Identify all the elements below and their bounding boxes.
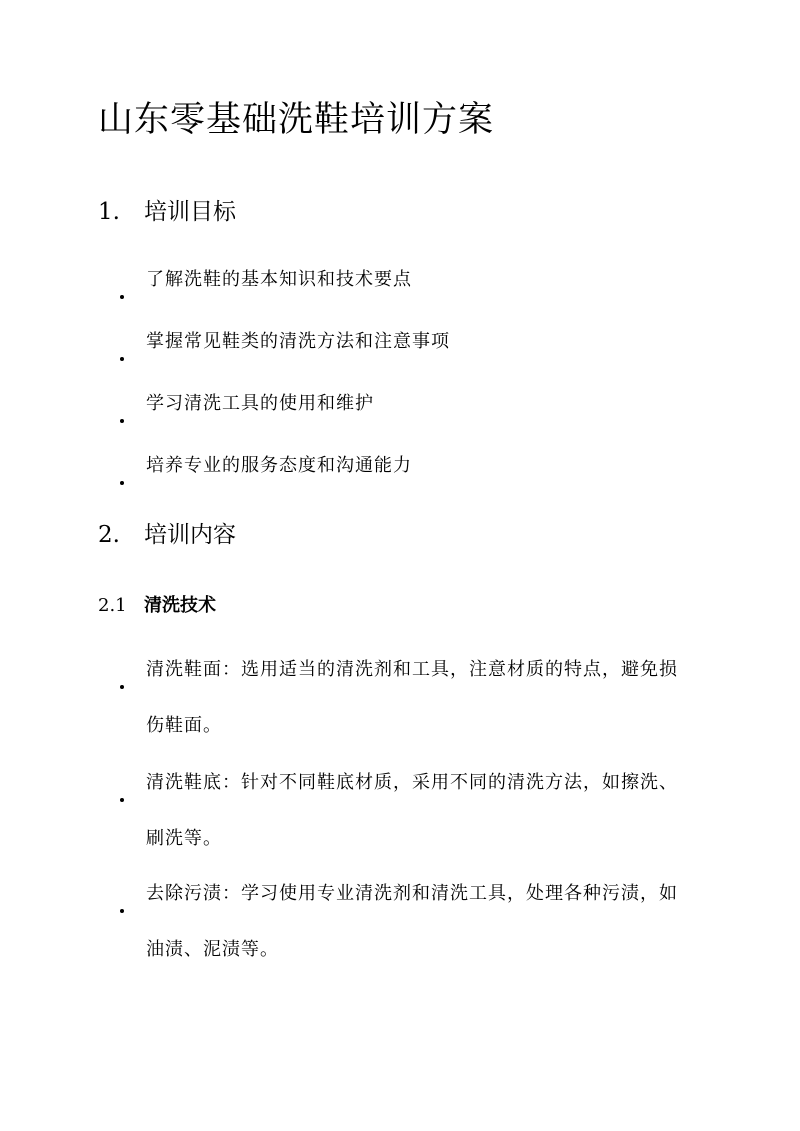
list-item-text: 学习清洗工具的使用和维护 bbox=[146, 393, 374, 414]
list-item-text: 清洗鞋底：针对不同鞋底材质，采用不同的清洗方法，如擦洗、刷洗等。 bbox=[146, 772, 678, 849]
list-item-text: 培养专业的服务态度和沟通能力 bbox=[146, 455, 412, 476]
section-heading-training-content bbox=[98, 520, 236, 550]
list-item bbox=[120, 392, 690, 432]
bullet-icon bbox=[120, 798, 124, 802]
subsection-number: 2.1 bbox=[98, 595, 127, 616]
list-item-text: 掌握常见鞋类的清洗方法和注意事项 bbox=[146, 331, 450, 352]
bullet-icon bbox=[120, 481, 124, 485]
document-title: 山东零基础洗鞋培训方案 bbox=[98, 100, 495, 140]
subsection-heading-cleaning-technique bbox=[98, 594, 216, 618]
bullet-icon bbox=[120, 295, 124, 299]
list-item bbox=[120, 771, 690, 867]
subsection-title: 清洗技术 bbox=[144, 595, 216, 616]
bullet-icon bbox=[120, 357, 124, 361]
section-heading-training-goals bbox=[98, 197, 236, 227]
list-item bbox=[120, 330, 690, 370]
bullet-icon bbox=[120, 909, 124, 913]
section-title: 培训目标 bbox=[144, 199, 236, 225]
list-item-text: 去除污渍：学习使用专业清洗剂和清洗工具，处理各种污渍，如油渍、泥渍等。 bbox=[146, 883, 678, 960]
list-item bbox=[120, 454, 690, 494]
list-item bbox=[120, 658, 690, 754]
section-number: 2. bbox=[98, 522, 120, 548]
bullet-icon bbox=[120, 419, 124, 423]
section-number: 1. bbox=[98, 199, 120, 225]
list-item bbox=[120, 268, 690, 308]
bullet-icon bbox=[120, 685, 124, 689]
list-item-text: 了解洗鞋的基本知识和技术要点 bbox=[146, 269, 412, 290]
list-item bbox=[120, 882, 690, 978]
list-item-text: 清洗鞋面：选用适当的清洗剂和工具，注意材质的特点，避免损伤鞋面。 bbox=[146, 659, 678, 736]
section-title: 培训内容 bbox=[144, 522, 236, 548]
